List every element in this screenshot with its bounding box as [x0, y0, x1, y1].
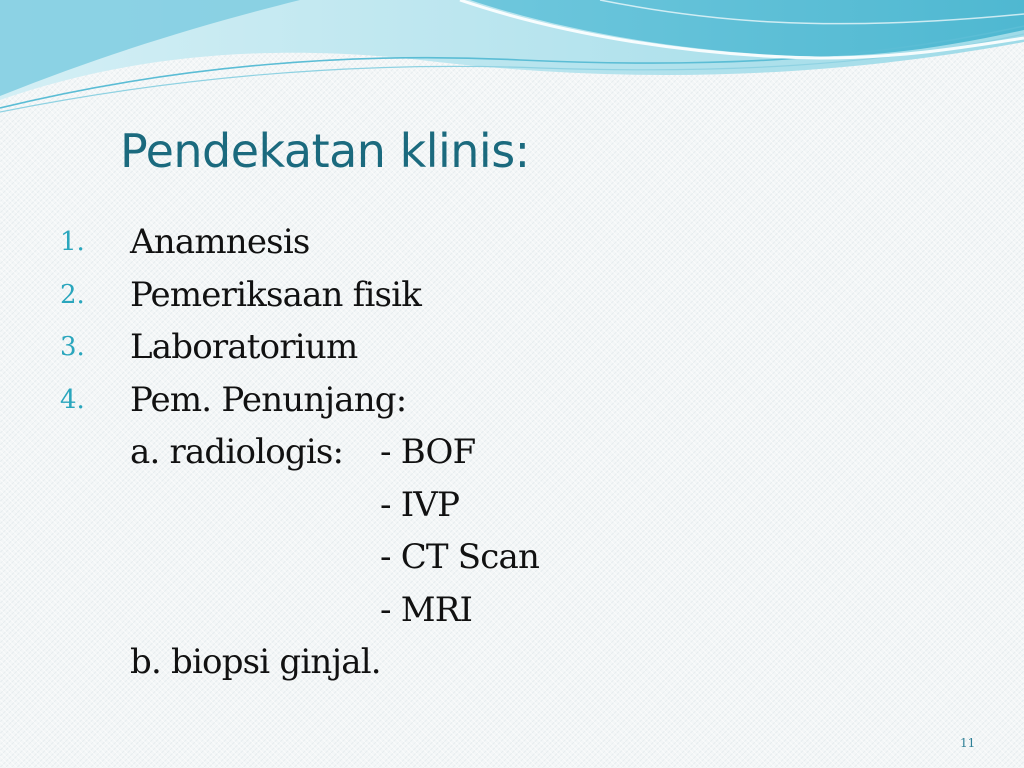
- radiologis-item: - IVP: [380, 484, 460, 525]
- list-item-text: Laboratorium: [130, 327, 358, 367]
- page-number: 11: [960, 736, 976, 750]
- list-item-text: Pemeriksaan fisik: [130, 274, 422, 315]
- list-item-text: Anamnesis: [130, 222, 310, 262]
- biopsi-label: b. biopsi ginjal.: [130, 642, 381, 682]
- list-item-number: 1.: [60, 227, 85, 257]
- radiologis-item: - MRI: [380, 589, 473, 630]
- radiologis-item: - BOF: [380, 432, 476, 472]
- list-item-number: 4.: [60, 384, 85, 415]
- header-wave-decoration: [0, 0, 1024, 130]
- radiologis-label: a. radiologis:: [130, 432, 344, 472]
- list-item-number: 2.: [60, 279, 85, 310]
- list-item-text: Pem. Penunjang:: [130, 379, 407, 420]
- radiologis-item: - CT Scan: [380, 537, 540, 577]
- list-item-number: 3.: [60, 332, 85, 362]
- slide-title: Pendekatan klinis:: [120, 124, 530, 178]
